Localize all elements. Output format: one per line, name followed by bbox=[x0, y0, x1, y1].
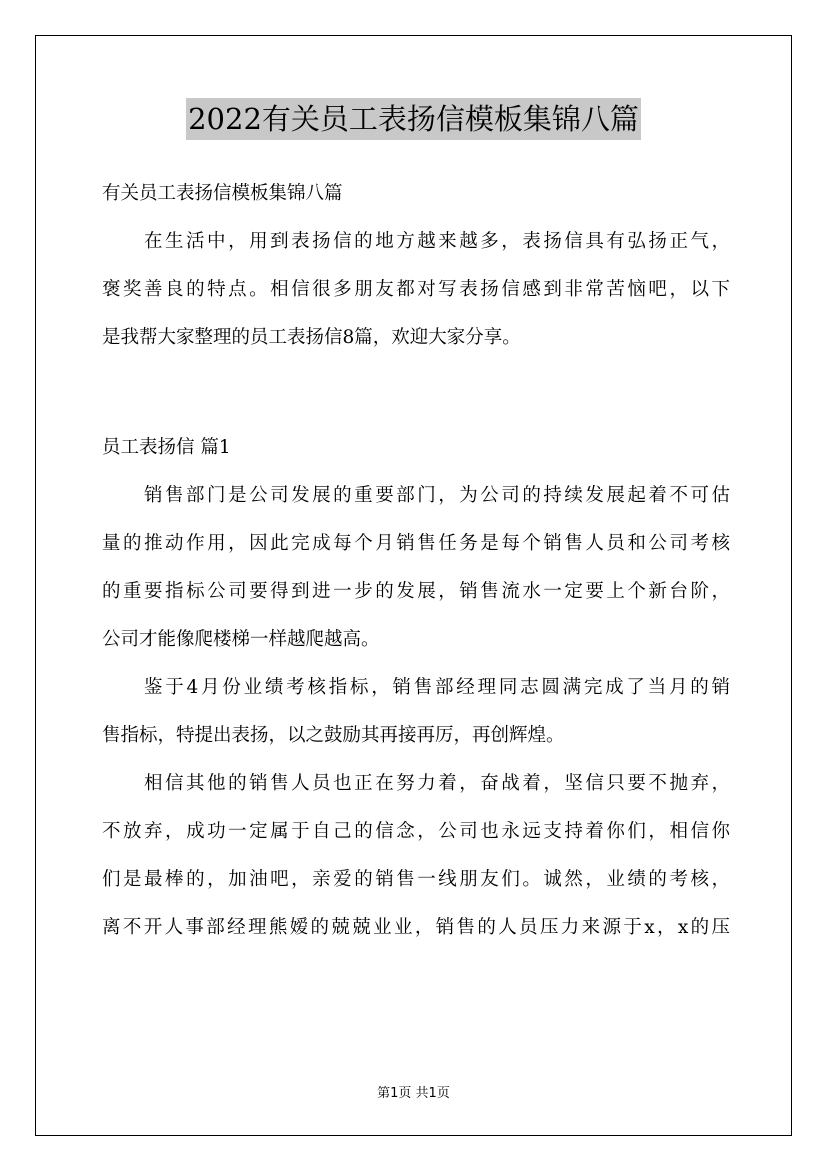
text-line: 量的推动作用，因此完成每个月销售任务是每个销售人员和公司考核 bbox=[102, 533, 730, 554]
paragraph-3 bbox=[102, 762, 730, 954]
document-title: 2022有关员工表扬信模板集锦八篇 bbox=[186, 98, 641, 140]
section-heading: 员工表扬信 篇1 bbox=[102, 437, 231, 458]
document-subtitle: 有关员工表扬信模板集锦八篇 bbox=[102, 183, 343, 204]
paragraph-2 bbox=[102, 666, 730, 762]
text-line: 离不开人事部经理熊嫒的兢兢业业，销售的人员压力来源于x，x的压 bbox=[102, 917, 730, 938]
page-number-footer: 第1页 共1页 bbox=[377, 1086, 450, 1101]
text-line: 售指标，特提出表扬，以之鼓励其再接再厉，再创辉煌。 bbox=[102, 725, 565, 746]
text-line: 褒奖善良的特点。相信很多朋友都对写表扬信感到非常苦恼吧，以下 bbox=[102, 279, 730, 300]
text-line: 鉴于4月份业绩考核指标，销售部经理同志圆满完成了当月的销 bbox=[144, 677, 730, 698]
paragraph-1 bbox=[102, 474, 730, 666]
text-line: 在生活中，用到表扬信的地方越来越多，表扬信具有弘扬正气， bbox=[144, 231, 730, 252]
text-line: 是我帮大家整理的员工表扬信8篇，欢迎大家分享。 bbox=[102, 327, 521, 348]
document-body bbox=[102, 172, 730, 954]
text-line: 的重要指标公司要得到进一步的发展，销售流水一定要上个新台阶， bbox=[102, 581, 730, 602]
text-line: 销售部门是公司发展的重要部门，为公司的持续发展起着不可估 bbox=[144, 485, 730, 506]
text-line: 不放弃，成功一定属于自己的信念，公司也永远支持着你们，相信你 bbox=[102, 821, 730, 842]
text-line: 公司才能像爬楼梯一样越爬越高。 bbox=[102, 629, 380, 650]
text-line: 相信其他的销售人员也正在努力着，奋战着，坚信只要不抛弃， bbox=[144, 773, 730, 794]
intro-paragraph bbox=[102, 220, 730, 364]
title-container bbox=[0, 98, 827, 140]
text-line: 们是最棒的，加油吧，亲爱的销售一线朋友们。诚然，业绩的考核， bbox=[102, 869, 730, 890]
